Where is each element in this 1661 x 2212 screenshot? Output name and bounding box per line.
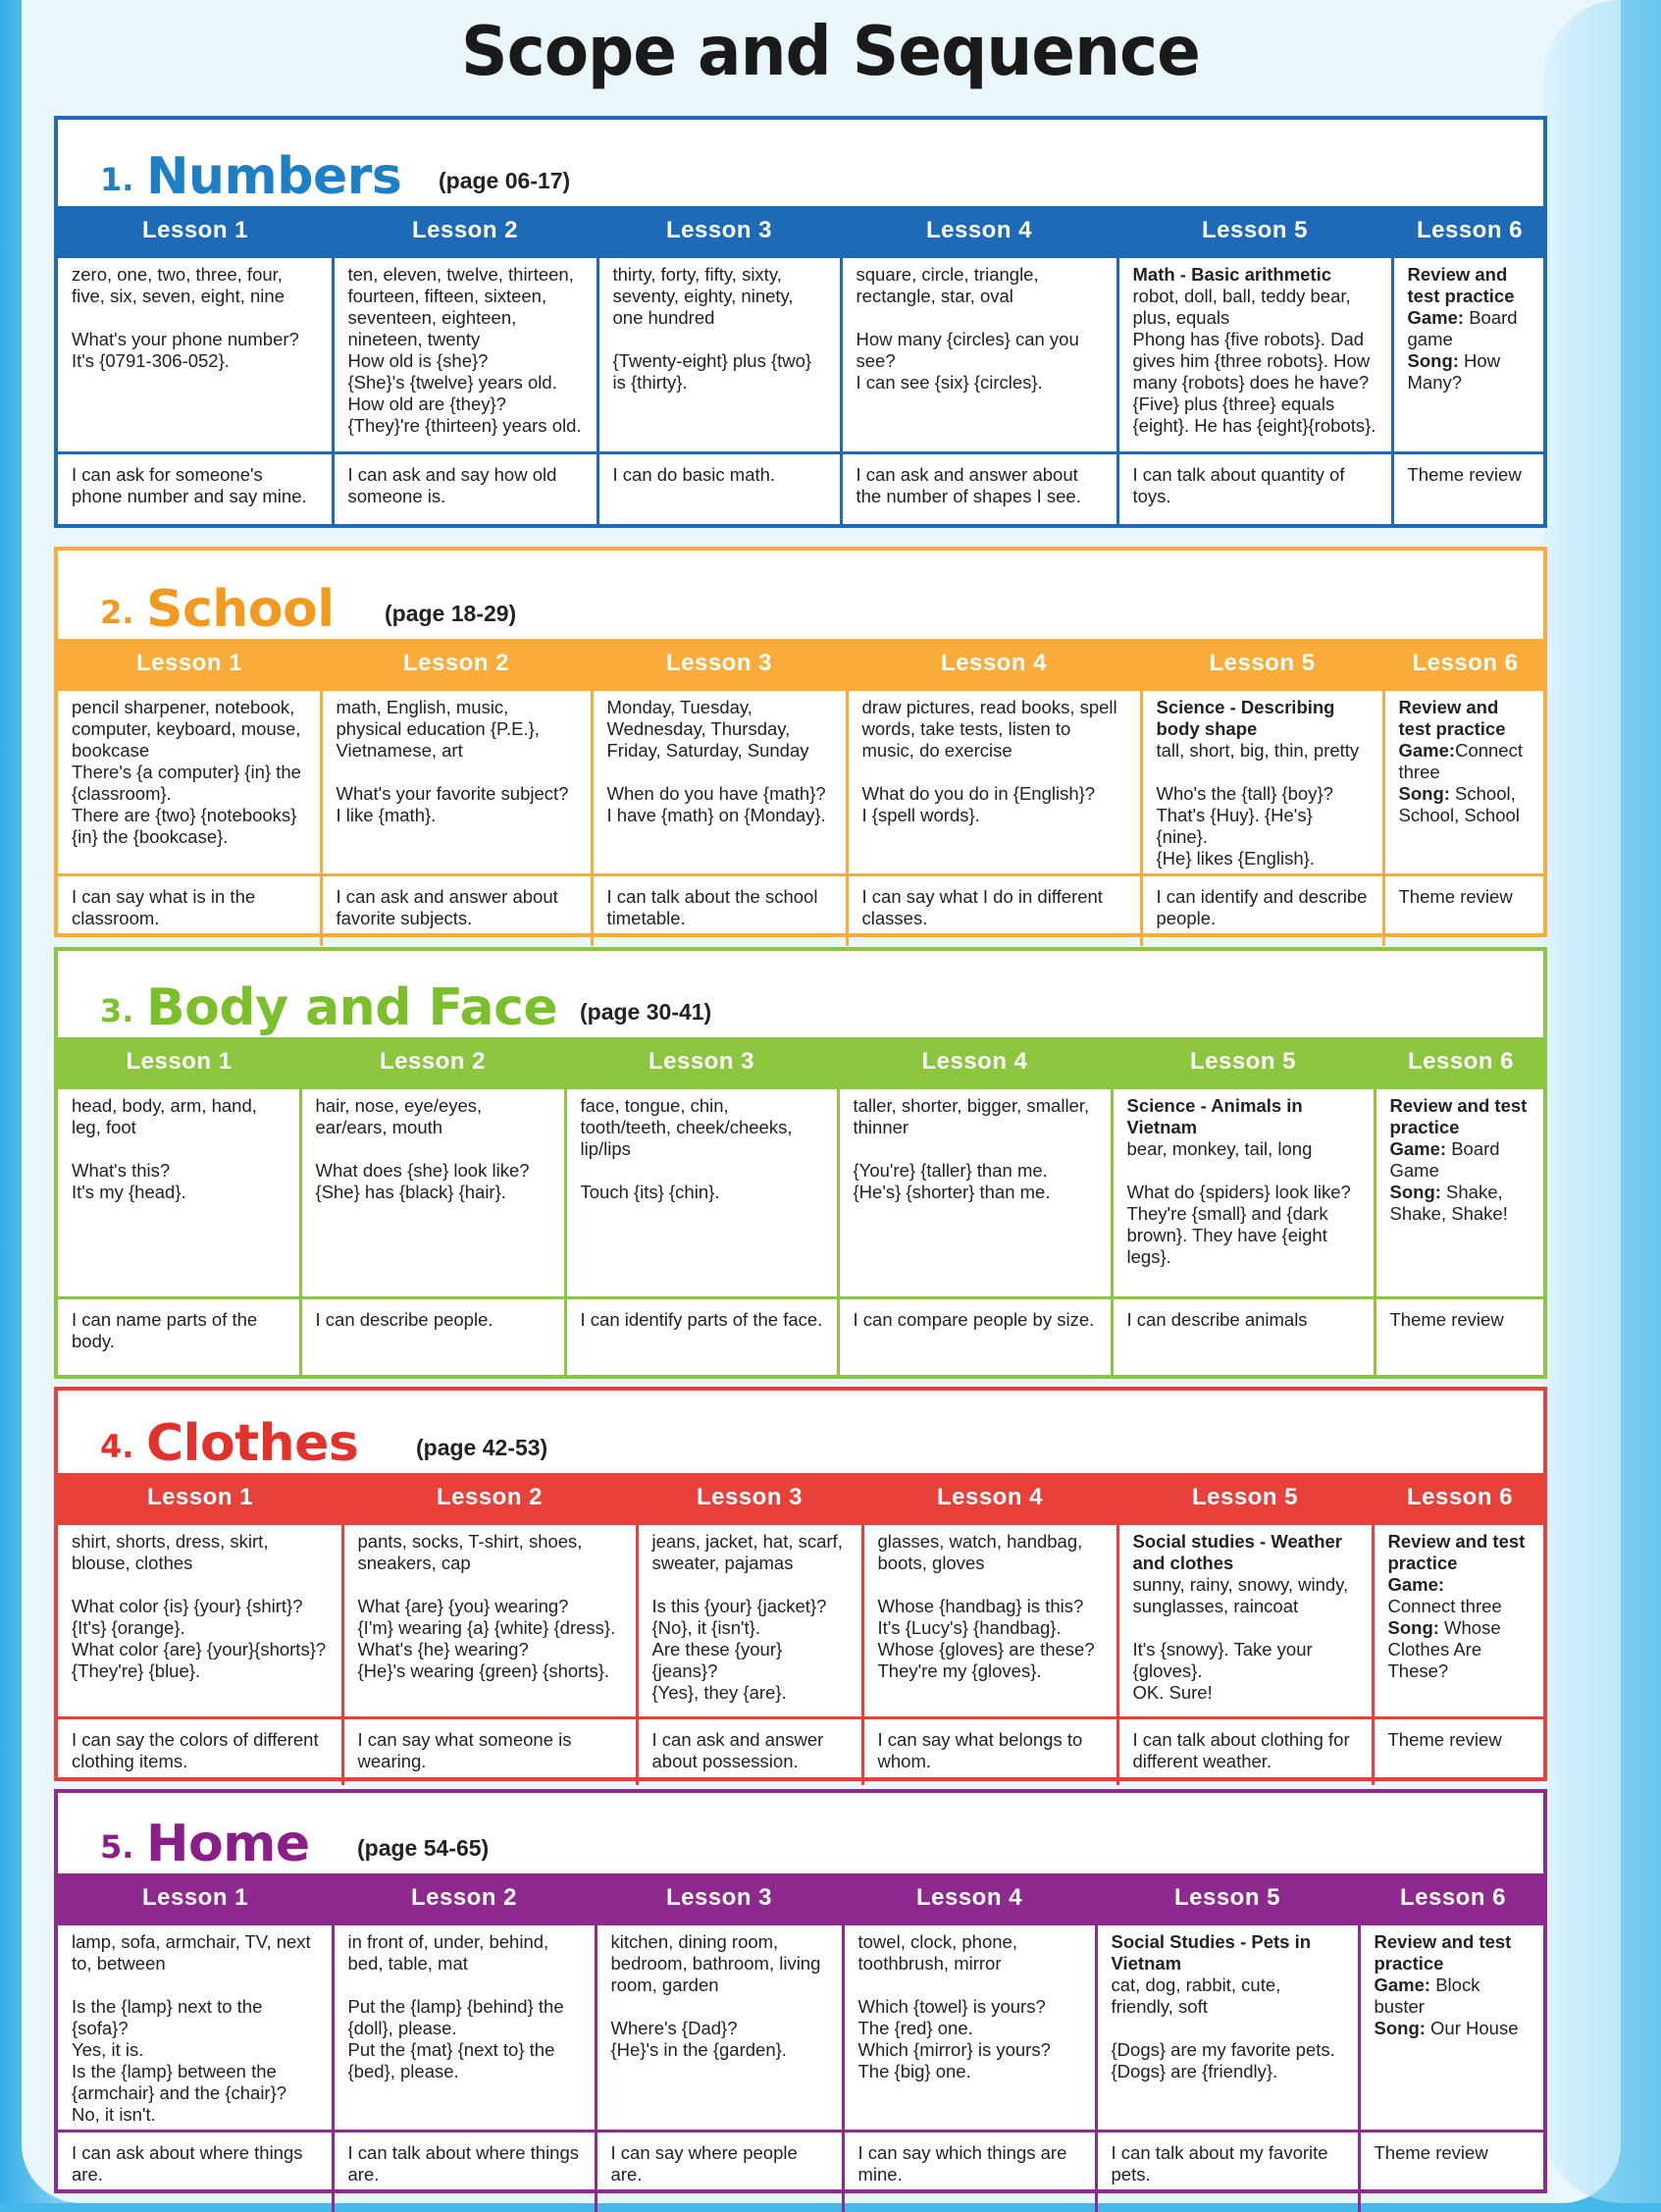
learning-outcome-cell: I can compare people by size. (838, 1298, 1112, 1379)
lesson-language-text: shirt, shorts, dress, skirt, blouse, clothes What color {is} {your} {shirt}? {It's} {orange}. What color {are} {your}{shorts}? {They're} {blue}. (72, 1531, 327, 1681)
unit-page-range: (page 06-17) (439, 168, 571, 193)
learning-outcome-cell: I can describe people. (300, 1298, 565, 1379)
lesson-content-cell (862, 1524, 1117, 1718)
lesson-content-cell (1392, 257, 1547, 453)
lesson-content-cell (847, 690, 1141, 875)
review-line (1388, 1617, 1534, 1682)
learning-outcome-cell: I can talk about the school timetable. (592, 875, 847, 946)
unit-header (58, 1391, 1543, 1473)
learning-outcome-cell: I can ask for someone's phone number and say mine. (58, 453, 333, 528)
learning-outcome-cell: I can ask and say how old someone is. (333, 453, 597, 528)
unit-page-range: (page 18-29) (385, 601, 517, 626)
review-line (1399, 740, 1534, 783)
lesson-content-cell (1383, 690, 1547, 875)
unit-number: 5. (100, 1828, 134, 1866)
learning-outcome-cell: I can talk about where things are. (333, 2132, 596, 2212)
review-line (1390, 1182, 1534, 1225)
unit-number: 4. (100, 1428, 134, 1465)
lesson-content-cell (843, 1924, 1096, 2132)
lesson-content-cell (1096, 1924, 1359, 2132)
review-label: Review and test practice (1407, 264, 1515, 306)
lesson-content-cell (342, 1524, 637, 1718)
unit-title: Clothes (146, 1414, 359, 1473)
lesson-header-4: Lesson 4 (838, 1037, 1112, 1088)
review-line (1375, 1975, 1534, 2018)
lesson-header-1: Lesson 1 (58, 1873, 333, 1924)
learning-outcome-cell: I can say the colors of different clothing items. (58, 1718, 342, 1785)
unit-header (58, 120, 1543, 206)
lesson-table (58, 1037, 1547, 1379)
review-value: Board game (1407, 307, 1518, 349)
lesson-language-text: face, tongue, chin, tooth/teeth, cheek/cheeks, lip/lips Touch {its} {chin}. (580, 1095, 793, 1202)
learning-outcome-cell: I can say what someone is wearing. (342, 1718, 637, 1785)
lesson-content-cell (565, 1088, 838, 1298)
lesson-header-1: Lesson 1 (58, 639, 321, 690)
unit-3 (54, 947, 1547, 1379)
review-label: Review and test practice (1389, 1095, 1528, 1137)
lesson-content-cell (838, 1088, 1112, 1298)
lesson-language-text: jeans, jacket, hat, scarf, sweater, pajamas Is this {your} {jacket}? {No}, it {isn't}. Are these {your} {jeans}? {Yes}, they {are}. (651, 1531, 843, 1703)
lesson-content-cell (58, 1088, 300, 1298)
review-value: Board Game (1389, 1138, 1500, 1181)
lesson-language-text: draw pictures, read books, spell words, take tests, listen to music, do exercise What do you do in {English}? I {spell words}. (861, 697, 1117, 825)
review-value: How Many? (1407, 350, 1501, 393)
learning-outcome-cell: I can say which things are mine. (843, 2132, 1096, 2212)
review-line (1408, 307, 1534, 350)
review-label: Song: (1387, 1617, 1439, 1638)
review-value: Our House (1425, 2018, 1519, 2038)
lesson-header-5: Lesson 5 (1117, 206, 1392, 257)
lesson-content-cell (1112, 1088, 1375, 1298)
learning-outcome-cell: I can ask about where things are. (58, 2132, 333, 2212)
lesson-header-5: Lesson 5 (1117, 1473, 1373, 1524)
review-label: Game: (1389, 1138, 1447, 1159)
lesson-content-cell (1141, 690, 1383, 875)
learning-outcome-cell: I can identify parts of the face. (565, 1298, 838, 1379)
lesson-header-2: Lesson 2 (321, 639, 592, 690)
lesson-header-1: Lesson 1 (58, 206, 333, 257)
learning-outcome-cell: I can do basic math. (597, 453, 841, 528)
lesson-header-5: Lesson 5 (1112, 1037, 1375, 1088)
page-title: Scope and Sequence (461, 12, 1200, 91)
lesson-header-3: Lesson 3 (592, 639, 847, 690)
lesson-header-4: Lesson 4 (847, 639, 1141, 690)
lesson-header-1: Lesson 1 (58, 1473, 342, 1524)
lesson-language-text: robot, doll, ball, teddy bear, plus, equals Phong has {five robots}. Dad gives him {three robots}. How many {robots} does he have? {Five} plus {three} equals {eight}. He has {eight}{robots}. (1132, 286, 1376, 436)
review-label: Game: (1398, 740, 1456, 761)
lesson-header-2: Lesson 2 (333, 1873, 596, 1924)
review-line (1388, 1531, 1534, 1574)
unit-number: 2. (100, 594, 134, 631)
lesson-content-cell (1117, 1524, 1373, 1718)
lesson-header-6: Lesson 6 (1373, 1473, 1547, 1524)
review-line (1375, 1931, 1534, 1975)
learning-outcome-cell: I can say what belongs to whom. (862, 1718, 1117, 1785)
unit-header (58, 1793, 1543, 1873)
review-label: Song: (1398, 783, 1450, 804)
lesson-header-4: Lesson 4 (843, 1873, 1096, 1924)
lesson-language-text: pants, socks, T-shirt, shoes, sneakers, cap What {are} {you} wearing? {I'm} wearing {a} {white} {dress}. What's {he} wearing? {He}'s wearing {green} {shorts}. (357, 1531, 616, 1681)
lesson-header-5: Lesson 5 (1096, 1873, 1359, 1924)
review-label: Song: (1407, 350, 1459, 371)
lesson-content-cell (58, 690, 321, 875)
learning-outcome-cell: I can say what is in the classroom. (58, 875, 321, 946)
lesson-table (58, 1473, 1547, 1785)
lesson-content-cell (1373, 1524, 1547, 1718)
review-label: Song: (1389, 1182, 1441, 1202)
lesson-language-text: thirty, forty, fifty, sixty, seventy, eighty, ninety, one hundred {Twenty-eight} plus {two} is {thirty}. (612, 264, 812, 393)
unit-title: Home (146, 1815, 310, 1873)
review-label: Review and test practice (1387, 1531, 1526, 1573)
learning-outcome-cell: I can ask and answer about possession. (637, 1718, 862, 1785)
learning-outcome-cell: Theme review (1359, 2132, 1547, 2212)
cross-curricular-title: Science - Animals in Vietnam (1126, 1095, 1303, 1137)
review-value: School, School, School (1398, 783, 1520, 825)
review-label: Song: (1374, 2018, 1426, 2038)
lesson-content-cell (333, 1924, 596, 2132)
lesson-header-3: Lesson 3 (637, 1473, 862, 1524)
lesson-content-cell (597, 257, 841, 453)
review-label: Game: (1374, 1975, 1431, 1995)
review-label: Review and test practice (1398, 697, 1506, 739)
learning-outcome-cell: I can say what I do in different classes. (847, 875, 1141, 946)
lesson-content-cell (1117, 257, 1392, 453)
unit-page-range: (page 30-41) (580, 999, 712, 1025)
review-label: Game: (1387, 1574, 1445, 1595)
lesson-content-cell (1359, 1924, 1547, 2132)
lesson-header-2: Lesson 2 (333, 206, 597, 257)
lesson-header-6: Lesson 6 (1383, 639, 1547, 690)
lesson-content-cell (333, 257, 597, 453)
lesson-table (58, 1873, 1547, 2212)
learning-outcome-cell: I can say where people are. (596, 2132, 843, 2212)
review-value: Connect three (1387, 1596, 1502, 1616)
learning-outcome-cell: I can talk about clothing for different weather. (1117, 1718, 1373, 1785)
review-label: Game: (1407, 307, 1465, 328)
lesson-content-cell (58, 1524, 342, 1718)
lesson-header-2: Lesson 2 (342, 1473, 637, 1524)
review-value: Whose Clothes Are These? (1387, 1617, 1501, 1681)
lesson-language-text: pencil sharpener, notebook, computer, keyboard, mouse, bookcase There's {a computer} {in} the {classroom}. There are {two} {notebooks} {in} the {bookcase}. (72, 697, 301, 847)
review-value: Block buster (1374, 1975, 1480, 2017)
lesson-content-cell (592, 690, 847, 875)
lesson-language-text: in front of, under, behind, bed, table, mat Put the {lamp} {behind} the {doll}, please. Put the {mat} {next to} the {bed}, please. (347, 1931, 564, 2081)
lesson-header-1: Lesson 1 (58, 1037, 300, 1088)
review-line (1399, 783, 1534, 826)
cross-curricular-title: Social Studies - Pets in Vietnam (1111, 1931, 1312, 1974)
lesson-header-2: Lesson 2 (300, 1037, 565, 1088)
unit-title: Numbers (146, 147, 402, 206)
learning-outcome-cell: I can identify and describe people. (1141, 875, 1383, 946)
cross-curricular-title: Science - Describing body shape (1156, 697, 1335, 739)
lesson-content-cell (58, 1924, 333, 2132)
lesson-language-text: math, English, music, physical education {P.E.}, Vietnamese, art What's your favorite subject? I like {math}. (336, 697, 569, 825)
unit-title: Body and Face (146, 978, 558, 1037)
learning-outcome-cell: Theme review (1383, 875, 1547, 946)
learning-outcome-cell: I can describe animals (1112, 1298, 1375, 1379)
learning-outcome-cell: Theme review (1373, 1718, 1547, 1785)
lesson-header-4: Lesson 4 (862, 1473, 1117, 1524)
lesson-language-text: taller, shorter, bigger, smaller, thinner {You're} {taller} than me. {He's} {shorter} than me. (853, 1095, 1090, 1202)
lesson-language-text: lamp, sofa, armchair, TV, next to, between Is the {lamp} next to the {sofa}? Yes, it is. Is the {lamp} between the {armchair} and the {chair}? No, it isn't. (72, 1931, 311, 2125)
review-line (1390, 1138, 1534, 1182)
lesson-language-text: Monday, Tuesday, Wednesday, Thursday, Friday, Saturday, Sunday When do you have {math}? I have {math} on {Monday}. (606, 697, 826, 825)
unit-5 (54, 1789, 1547, 2193)
review-line (1408, 264, 1534, 307)
lesson-language-text: hair, nose, eye/eyes, ear/ears, mouth What does {she} look like? {She} has {black} {hair}. (315, 1095, 530, 1202)
lesson-content-cell (58, 257, 333, 453)
lesson-content-cell (596, 1924, 843, 2132)
learning-outcome-cell: I can talk about my favorite pets. (1096, 2132, 1359, 2212)
lesson-language-text: glasses, watch, handbag, boots, gloves Whose {handbag} is this? It's {Lucy's} {handbag}. Whose {gloves} are these? They're my {gloves}. (877, 1531, 1095, 1681)
unit-page-range: (page 54-65) (357, 1835, 490, 1861)
lesson-content-cell (300, 1088, 565, 1298)
lesson-language-text: square, circle, triangle, rectangle, star, oval How many {circles} can you see? I can see {six} {circles}. (856, 264, 1079, 393)
lesson-header-3: Lesson 3 (565, 1037, 838, 1088)
unit-header (58, 551, 1543, 639)
unit-page-range: (page 42-53) (416, 1435, 548, 1460)
unit-title: School (146, 580, 335, 639)
lesson-language-text: towel, clock, phone, toothbrush, mirror Which {towel} is yours? The {red} one. Which {mirror} is yours? The {big} one. (857, 1931, 1051, 2081)
lesson-language-text: cat, dog, rabbit, cute, friendly, soft {Dogs} are my favorite pets. {Dogs} are {friendly}. (1111, 1975, 1335, 2081)
lesson-content-cell (321, 690, 592, 875)
learning-outcome-cell: Theme review (1375, 1298, 1547, 1379)
lesson-language-text: sunny, rainy, snowy, windy, sunglasses, raincoat It's {snowy}. Take your {gloves}. OK. Sure! (1132, 1574, 1349, 1703)
lesson-header-6: Lesson 6 (1392, 206, 1547, 257)
lesson-table (58, 639, 1547, 946)
lesson-content-cell (841, 257, 1117, 453)
lesson-table (58, 206, 1547, 528)
lesson-content-cell (637, 1524, 862, 1718)
review-value: Shake, Shake, Shake! (1389, 1182, 1508, 1224)
learning-outcome-cell: Theme review (1392, 453, 1547, 528)
review-line (1408, 350, 1534, 394)
lesson-header-3: Lesson 3 (596, 1873, 843, 1924)
learning-outcome-cell: I can ask and answer about favorite subjects. (321, 875, 592, 946)
lesson-language-text: bear, monkey, tail, long What do {spiders} look like? They're {small} and {dark brown}. They have {eight legs}. (1126, 1138, 1351, 1267)
lesson-header-4: Lesson 4 (841, 206, 1117, 257)
cross-curricular-title: Math - Basic arithmetic (1132, 264, 1332, 285)
review-line (1388, 1574, 1534, 1617)
review-line (1399, 697, 1534, 740)
review-value: Connect three (1398, 740, 1523, 782)
lesson-language-text: kitchen, dining room, bedroom, bathroom, living room, garden Where's {Dad}? {He}'s in the {garden}. (610, 1931, 821, 2060)
lesson-header-5: Lesson 5 (1141, 639, 1383, 690)
lesson-content-cell (1375, 1088, 1547, 1298)
lesson-header-6: Lesson 6 (1375, 1037, 1547, 1088)
lesson-header-3: Lesson 3 (597, 206, 841, 257)
lesson-language-text: head, body, arm, hand, leg, foot What's this? It's my {head}. (72, 1095, 257, 1202)
learning-outcome-cell: I can talk about quantity of toys. (1117, 453, 1392, 528)
learning-outcome-cell: I can name parts of the body. (58, 1298, 300, 1379)
unit-number: 1. (100, 161, 134, 198)
unit-2 (54, 547, 1547, 937)
cross-curricular-title: Social studies - Weather and clothes (1132, 1531, 1342, 1573)
review-line (1390, 1095, 1534, 1138)
background-right-wave (1543, 0, 1661, 2203)
review-label: Review and test practice (1374, 1931, 1512, 1974)
lesson-header-6: Lesson 6 (1359, 1873, 1547, 1924)
lesson-language-text: ten, eleven, twelve, thirteen, fourteen, fifteen, sixteen, seventeen, eighteen, nineteen, twenty How old is {she}? {She}'s {twelve} years old. How old are {they}? {They}'re {thirteen} years old. (347, 264, 582, 436)
unit-number: 3. (100, 992, 134, 1029)
lesson-language-text: tall, short, big, thin, pretty Who's the {tall} {boy}? That's {Huy}. {He's} {nine}. {He} likes {English}. (1156, 740, 1360, 869)
unit-header (58, 951, 1543, 1037)
unit-4 (54, 1387, 1547, 1781)
lesson-language-text: zero, one, two, three, four, five, six, seven, eight, nine What's your phone number? It's {0791-306-052}. (72, 264, 299, 371)
review-line (1375, 2018, 1534, 2039)
unit-1 (54, 116, 1547, 528)
learning-outcome-cell: I can ask and answer about the number of shapes I see. (841, 453, 1117, 528)
